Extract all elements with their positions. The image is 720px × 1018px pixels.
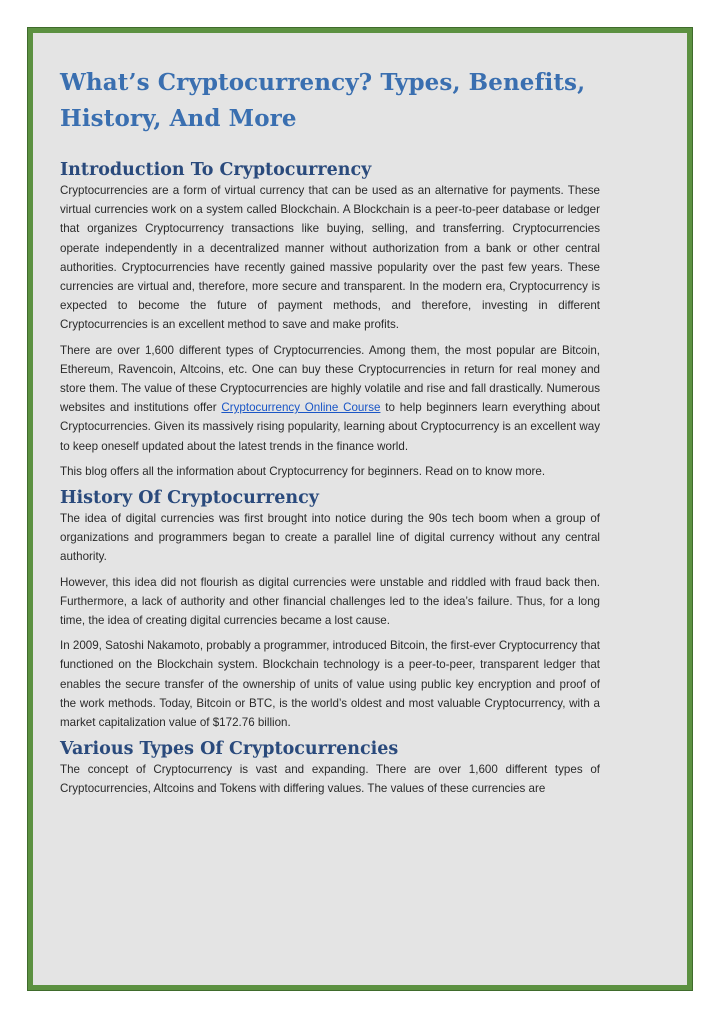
paragraph-with-link [60,341,600,456]
section-history [60,487,600,732]
document-body [60,65,600,805]
paragraph: This blog offers all the information about Cryptocurrency for beginners. Read on to know more. [60,464,546,478]
section-types [60,738,600,798]
paragraph: The concept of Cryptocurrency is vast and expanding. There are over 1,600 different types of Cryptocurrencies, Altcoins and Tokens with differing values. The values of these currencies are [60,763,600,796]
section-heading: Introduction To Cryptocurrency [60,160,372,180]
section-heading: Various Types Of Cryptocurrencies [60,739,399,760]
paragraph-text: to help beginners learn everything about Cryptocurrencies. Given its massively rising popularity, learning about Cryptocurrency is an excellent way to keep oneself updated about the latest trends in the finance world. [60,401,601,453]
section-introduction [60,159,600,481]
paragraph: The idea of digital currencies was first brought into notice during the 90s tech boom when a group of organizations and programmers began to create a parallel line of digital currency without any central authority. [60,512,600,564]
paragraph-text: There are over 1,600 different types of Cryptocurrencies. Among them, the most popular are Bitcoin, Ethereum, Ravencoin, Altcoins, etc. One can buy these Cryptocurrencies in return for real money and store them. The value of these Cryptocurrencies are highly volatile and rise and fall drastically. Numerous websites and institutions offer [60,343,600,415]
document-title: What’s Cryptocurrency? Types, Benefits, History, And More [60,69,586,132]
paragraph: In 2009, Satoshi Nakamoto, probably a programmer, introduced Bitcoin, the first-ever Cryptocurrency that functioned on the Blockchain system. Blockchain technology is a peer-to-peer, transparent ledger that enables the secure transfer of the ownership of units of value using public key encryption and proof of the work methods. Today, Bitcoin or BTC, is the world’s oldest and most valuable Cryptocurrency, with a market capitalization value of $172.76 billion. [60,639,601,730]
course-link[interactable]: Cryptocurrency Online Course [221,401,381,415]
section-heading: History Of Cryptocurrency [60,488,319,509]
paragraph: Cryptocurrencies are a form of virtual currency that can be used as an alternative for payments. These virtual currencies work on a system called Blockchain. A Blockchain is a peer-to-peer database or ledger that organizes Cryptocurrency transactions like buying, selling, and transferring. Cryptocurrencies operate independently in a decentralized manner without authorization from a bank or other central authorities. Cryptocurrencies have recently gained massive popularity over the past few years. These currencies are virtual and, therefore, more secure and transparent. In the modern era, Cryptocurrency is expected to become the future of payment methods, and therefore, investing in different Cryptocurrencies is an excellent method to save and make profits. [60,184,600,332]
paragraph: However, this idea did not flourish as digital currencies were unstable and riddled with fraud back then. Furthermore, a lack of authority and other financial challenges led to the idea’s failure. Thus, for a long time, the idea of creating digital currencies became a lost cause. [60,575,600,628]
